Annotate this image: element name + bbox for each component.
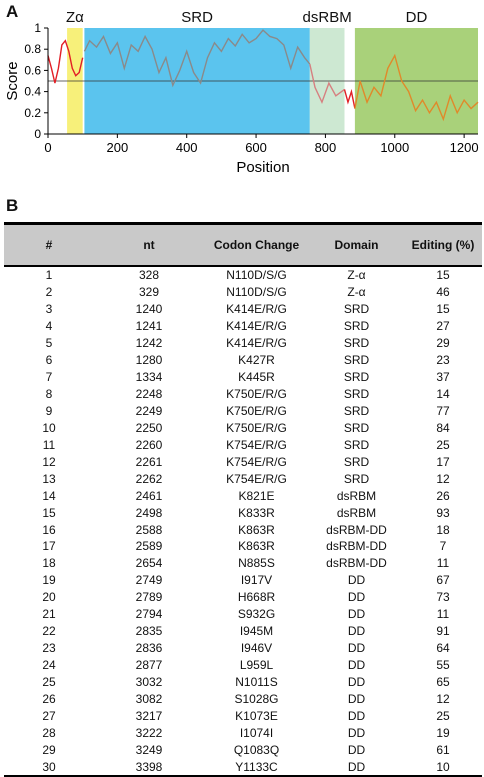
- row-index: 19: [42, 573, 56, 588]
- table-row: [4, 572, 482, 589]
- row-editing: 61: [436, 742, 450, 757]
- row-editing: 19: [436, 725, 450, 740]
- row-editing: 11: [436, 607, 450, 622]
- row-editing: 67: [436, 573, 450, 588]
- row-domain: DD: [347, 691, 366, 706]
- row-editing: 15: [436, 302, 450, 317]
- row-nt: 2498: [135, 505, 163, 520]
- y-tick-label: 0.4: [24, 84, 41, 99]
- row-domain: SRD: [343, 403, 370, 418]
- row-editing: 64: [436, 641, 450, 656]
- table-row: [4, 284, 482, 301]
- x-tick-label: 400: [175, 140, 198, 155]
- editing-table: [4, 222, 482, 777]
- row-codon-change: K750E/R/G: [226, 387, 287, 402]
- row-nt: 2249: [135, 403, 163, 418]
- table-row: [4, 436, 482, 453]
- row-codon-change: K414E/R/G: [226, 336, 287, 351]
- row-index: 28: [42, 725, 56, 740]
- header-index: #: [45, 238, 53, 252]
- row-nt: 3249: [135, 742, 163, 757]
- row-codon-change: K750E/R/G: [226, 403, 287, 418]
- table-row: [4, 403, 482, 420]
- row-domain: dsRBM: [336, 488, 377, 503]
- row-domain: dsRBM: [336, 505, 377, 520]
- row-index: 18: [42, 556, 56, 571]
- x-tick-label: 800: [314, 140, 337, 155]
- row-codon-change: I917V: [240, 573, 273, 588]
- header-domain: Domain: [334, 238, 379, 252]
- row-editing: 65: [436, 674, 450, 689]
- domain-label: dsRBM: [302, 9, 352, 26]
- table-row: [4, 741, 482, 758]
- row-codon-change: K863R: [238, 522, 275, 537]
- panel-b-label: B: [6, 196, 19, 215]
- row-codon-change: K427R: [238, 353, 275, 368]
- row-nt: 2794: [135, 607, 163, 622]
- header-codon-change: Codon Change: [213, 237, 300, 252]
- table-row: [4, 690, 482, 707]
- row-domain: DD: [347, 641, 366, 656]
- row-editing: 23: [436, 353, 450, 368]
- table-body: [4, 267, 482, 775]
- row-domain: DD: [347, 658, 366, 673]
- row-codon-change: L959L: [239, 658, 274, 673]
- row-editing: 37: [436, 370, 450, 385]
- table-row: [4, 657, 482, 674]
- row-codon-change: I946V: [240, 641, 273, 656]
- row-index: 9: [45, 403, 53, 418]
- row-index: 21: [42, 607, 56, 622]
- row-codon-change: K445R: [238, 370, 275, 385]
- row-editing: 25: [436, 708, 450, 723]
- row-nt: 2260: [135, 437, 163, 452]
- row-nt: 2835: [135, 624, 163, 639]
- row-nt: 2261: [135, 454, 163, 469]
- row-codon-change: N1011S: [235, 674, 278, 689]
- row-editing: 17: [436, 454, 450, 469]
- row-domain: SRD: [343, 387, 370, 402]
- table-row: [4, 267, 482, 284]
- row-codon-change: K414E/R/G: [226, 319, 287, 334]
- header-editing: Editing (%): [411, 238, 475, 252]
- row-nt: 2262: [135, 471, 163, 486]
- row-index: 8: [45, 387, 53, 402]
- row-nt: 1240: [135, 302, 163, 317]
- row-codon-change: K754E/R/G: [226, 437, 287, 452]
- row-domain: DD: [347, 590, 366, 605]
- row-index: 5: [45, 336, 53, 351]
- table-row: [4, 623, 482, 640]
- y-axis-title: Score: [4, 61, 21, 101]
- row-index: 3: [45, 302, 53, 317]
- table-row: [4, 352, 482, 369]
- table-row: [4, 589, 482, 606]
- table-row: [4, 521, 482, 538]
- row-editing: 84: [436, 420, 450, 435]
- y-tick-label: 0.8: [24, 42, 41, 57]
- table-row: [4, 538, 482, 555]
- table-row: [4, 674, 482, 691]
- row-nt: 2877: [135, 658, 163, 673]
- row-codon-change: Y1133C: [235, 759, 278, 774]
- table-row: [4, 419, 482, 436]
- row-codon-change: K863R: [238, 539, 275, 554]
- header-nt: nt: [143, 238, 155, 252]
- row-domain: SRD: [343, 353, 370, 368]
- row-editing: 25: [436, 437, 450, 452]
- y-tick-label: 1: [34, 21, 41, 35]
- row-editing: 18: [436, 522, 450, 537]
- row-domain: DD: [347, 607, 366, 622]
- table-row: [4, 386, 482, 403]
- row-nt: 3217: [135, 708, 163, 723]
- row-editing: 27: [436, 319, 450, 334]
- row-domain: DD: [347, 742, 366, 757]
- row-domain: dsRBM-DD: [326, 556, 387, 571]
- x-tick-label: 1000: [380, 140, 410, 155]
- table-row: [4, 301, 482, 318]
- table-row: [4, 487, 482, 504]
- row-codon-change: S1028G: [234, 691, 279, 706]
- row-codon-change: I1074I: [239, 725, 274, 740]
- row-codon-change: N110D/S/G: [226, 268, 287, 283]
- row-nt: 2461: [135, 488, 163, 503]
- row-editing: 11: [436, 556, 450, 571]
- row-editing: 73: [436, 590, 450, 605]
- row-domain: DD: [347, 759, 366, 774]
- table-row: [4, 555, 482, 572]
- row-editing: 46: [436, 285, 450, 300]
- row-nt: 329: [138, 285, 160, 300]
- row-nt: 2248: [135, 387, 163, 402]
- row-codon-change: H668R: [237, 590, 276, 605]
- row-editing: 14: [436, 387, 450, 402]
- row-editing: 55: [436, 658, 450, 673]
- row-index: 25: [42, 674, 56, 689]
- row-domain: SRD: [343, 302, 370, 317]
- row-domain: dsRBM-DD: [326, 522, 387, 537]
- table-row: [4, 758, 482, 775]
- row-codon-change: K754E/R/G: [226, 454, 287, 469]
- x-axis-title: Position: [236, 159, 290, 176]
- row-index: 26: [42, 691, 56, 706]
- table-row: [4, 724, 482, 741]
- row-index: 2: [45, 285, 53, 300]
- table-row: [4, 369, 482, 386]
- row-editing: 93: [436, 505, 450, 520]
- table-row: [4, 640, 482, 657]
- row-editing: 12: [436, 471, 450, 486]
- series-line: [344, 89, 354, 108]
- row-domain: SRD: [343, 336, 370, 351]
- row-nt: 1241: [135, 319, 163, 334]
- row-codon-change: K414E/R/G: [226, 302, 287, 317]
- table-row: [4, 318, 482, 335]
- y-tick-label: 0: [34, 127, 41, 141]
- row-index: 24: [42, 658, 56, 673]
- row-editing: 91: [436, 624, 450, 639]
- row-index: 20: [42, 590, 56, 605]
- table-row: [4, 707, 482, 724]
- row-domain: DD: [347, 573, 366, 588]
- x-tick-label: 200: [106, 140, 129, 155]
- row-nt: 3032: [135, 674, 163, 689]
- domain-label: Zα: [65, 9, 84, 26]
- row-nt: 2654: [135, 556, 163, 571]
- row-nt: 1242: [135, 336, 163, 351]
- row-editing: 15: [436, 268, 450, 283]
- row-domain: Z-α: [347, 268, 366, 283]
- row-domain: SRD: [343, 420, 370, 435]
- row-domain: DD: [347, 708, 366, 723]
- row-nt: 328: [138, 268, 160, 283]
- row-editing: 77: [436, 403, 450, 418]
- row-editing: 7: [439, 539, 447, 554]
- row-nt: 2588: [135, 522, 163, 537]
- row-editing: 10: [436, 759, 450, 774]
- y-tick-label: 0.2: [24, 105, 41, 120]
- row-index: 10: [42, 420, 56, 435]
- x-tick-label: 0: [44, 140, 52, 155]
- row-domain: DD: [347, 674, 366, 689]
- row-domain: SRD: [343, 370, 370, 385]
- row-index: 22: [42, 624, 56, 639]
- row-domain: SRD: [343, 471, 370, 486]
- row-index: 7: [45, 370, 53, 385]
- table-row: [4, 606, 482, 623]
- row-index: 30: [42, 759, 56, 774]
- domain-label: SRD: [181, 9, 213, 26]
- row-codon-change: K754E/R/G: [226, 471, 287, 486]
- row-index: 29: [42, 742, 56, 757]
- row-index: 13: [42, 471, 56, 486]
- row-domain: dsRBM-DD: [326, 539, 387, 554]
- row-codon-change: K821E: [238, 488, 275, 503]
- row-editing: 29: [436, 336, 450, 351]
- row-domain: SRD: [343, 454, 370, 469]
- row-index: 27: [42, 708, 56, 723]
- row-nt: 2789: [135, 590, 163, 605]
- y-tick-label: 0.6: [24, 63, 41, 78]
- x-tick-label: 600: [245, 140, 267, 155]
- x-tick-label: 1200: [449, 140, 479, 155]
- row-nt: 1280: [135, 353, 163, 368]
- row-domain: SRD: [343, 319, 370, 334]
- row-index: 17: [42, 539, 56, 554]
- row-codon-change: S932G: [237, 607, 276, 622]
- row-index: 12: [42, 454, 56, 469]
- row-nt: 3398: [135, 759, 163, 774]
- panel-a-label: A: [6, 2, 19, 21]
- row-nt: 2589: [135, 539, 163, 554]
- row-nt: 2836: [135, 641, 163, 656]
- row-codon-change: K833R: [238, 505, 275, 520]
- table-row: [4, 453, 482, 470]
- row-index: 6: [45, 353, 53, 368]
- row-index: 1: [45, 268, 53, 283]
- row-nt: 1334: [135, 370, 163, 385]
- row-codon-change: K1073E: [235, 708, 278, 723]
- row-codon-change: N885S: [238, 556, 275, 571]
- table-header: [4, 225, 482, 265]
- row-nt: 3082: [135, 691, 163, 706]
- row-codon-change: K750E/R/G: [226, 420, 287, 435]
- row-index: 23: [42, 641, 56, 656]
- row-codon-change: Q1083Q: [233, 742, 280, 757]
- row-index: 14: [42, 488, 56, 503]
- table-row: [4, 470, 482, 487]
- row-codon-change: N110D/S/G: [226, 285, 287, 300]
- row-index: 4: [45, 319, 53, 334]
- row-nt: 3222: [135, 725, 163, 740]
- row-editing: 26: [436, 488, 450, 503]
- table-row: [4, 335, 482, 352]
- row-codon-change: I945M: [239, 624, 274, 639]
- score-chart: [0, 0, 484, 200]
- domain-label: DD: [405, 9, 428, 26]
- row-index: 15: [42, 505, 56, 520]
- row-domain: DD: [347, 624, 366, 639]
- row-nt: 2250: [135, 420, 163, 435]
- row-index: 16: [42, 522, 56, 537]
- row-index: 11: [42, 437, 56, 452]
- row-domain: DD: [347, 725, 366, 740]
- table-row: [4, 504, 482, 521]
- row-domain: Z-α: [347, 285, 366, 300]
- row-editing: 12: [436, 691, 450, 706]
- row-domain: SRD: [343, 437, 370, 452]
- row-nt: 2749: [135, 573, 163, 588]
